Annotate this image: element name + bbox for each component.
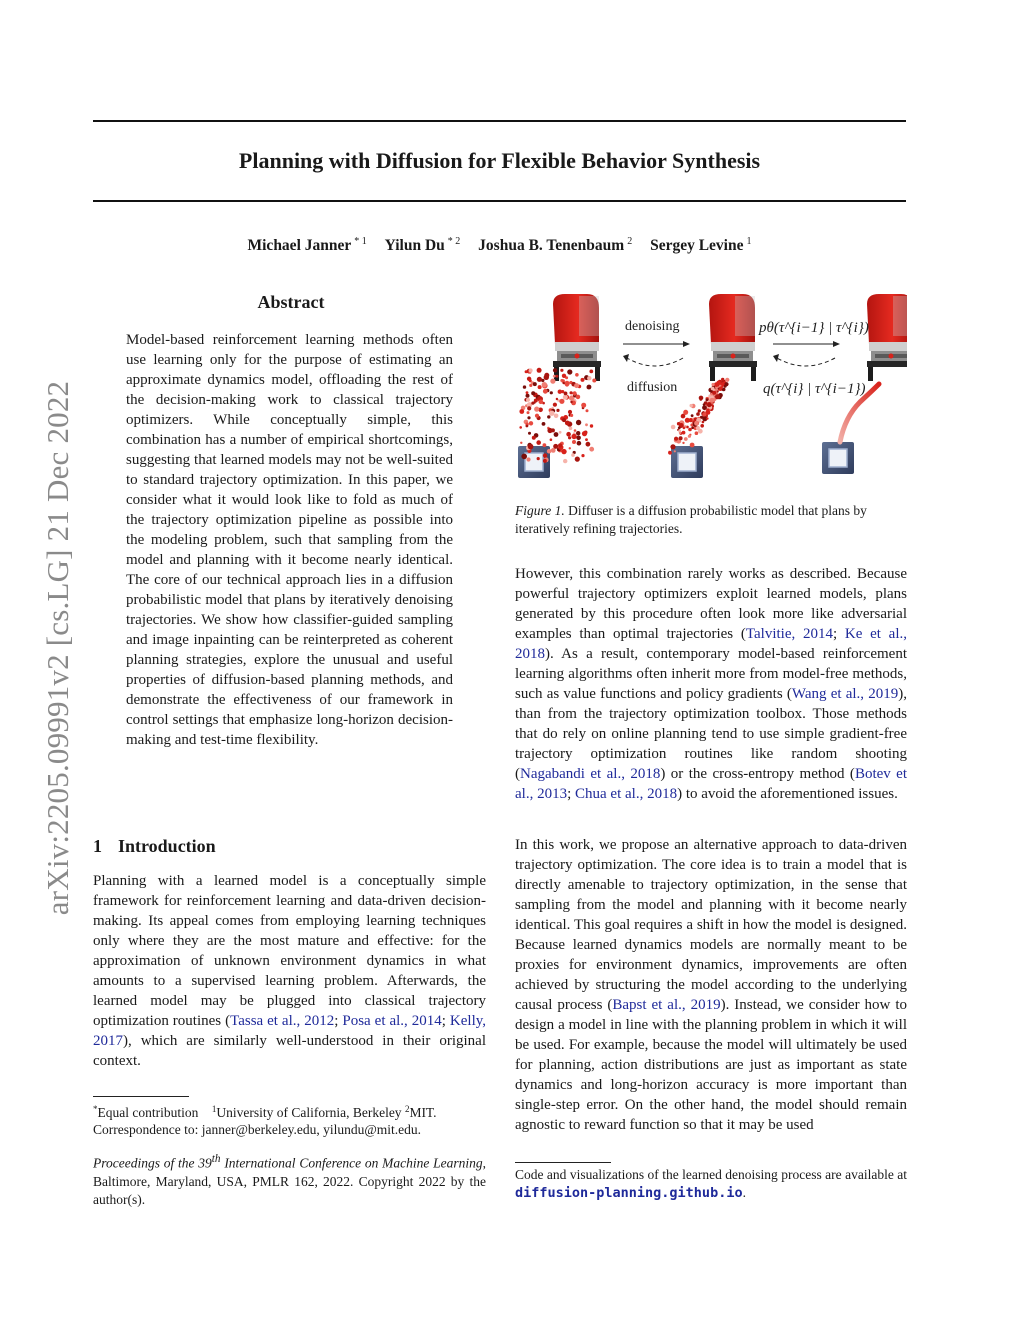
noise-point [711,387,715,391]
noise-point [694,421,699,426]
noise-point [528,432,531,435]
footnote-rule [515,1162,611,1163]
title-bottom-rule [93,200,906,202]
noise-point [531,402,534,405]
citation-link[interactable]: Botev et al., 2013 [515,766,908,802]
noise-point [688,435,691,438]
code-footnote: Code and visualizations of the learned denoising process are available at diffusion-planning.github.io. [515,1167,907,1201]
noise-point [537,368,542,373]
noise-point [562,374,566,378]
citation-link[interactable]: Kelly, 2017 [93,1013,487,1049]
noise-point [668,451,672,455]
citation-link[interactable]: Talvitie, 2014 [745,626,833,642]
noise-point [576,395,581,400]
noise-point [721,378,724,381]
noise-point [706,398,709,401]
author-list [93,236,906,255]
noise-point [549,411,554,416]
noise-point [569,447,571,449]
noise-point [543,389,548,394]
robot-arm-noisy [553,294,601,381]
noise-point [525,370,528,373]
noise-point [519,409,524,414]
noise-point [527,406,531,410]
author: Joshua B. Tenenbaum $^2$ [478,236,633,254]
noise-point [717,390,719,392]
noise-point [571,453,575,457]
noise-point [699,398,702,401]
noise-point [684,437,688,441]
noise-point [526,391,529,394]
noise-point [575,457,580,462]
noise-point [526,394,530,398]
noise-point [528,444,534,450]
paragraph: However, this combination rarely works as described. Because powerful trajectory optimizers exploit learned models, plans generated by this procedure often look more like adversarial examples than optimal trajectories (Talvitie, 2014; Ke et al., 2018). As a result, contemporary model-based reinforcement learning algorithms often inherit more from model-free methods, such as value functions and policy gradients (Wang et al., 2019), than from the trajectory optimization toolbox. Those methods that do rely on online planning tend to use simple gradient-free trajectory optimization routines like random shooting (Nagabandi et al., 2018) or the cross-entropy method (Botev et al., 2013; Chua et al., 2018) to avoid the aforementioned issues. [515,566,908,802]
noise-point [551,448,556,453]
noise-point [670,444,675,449]
noise-point [554,432,559,437]
noise-point [520,442,522,444]
noise-point [703,403,705,405]
abstract-text: Model-based reinforcement learning methods often use learning only for the purpose of estimating an approximate dynamics model, offloading the rest of the decision-making work to classical trajectory optimizers. While conceptually simple, this combination has a number of empirical shortcomings, suggesting that learned models may not be well-suited to standard trajectory optimization. In this paper, we consider what it would look like to fold as much of the trajectory optimization pipeline as possible into the modeling problem, such that sampling from the model and planning with it become nearly identical. The core of our technical approach lies in a diffusion probabilistic model that plans by iteratively denoising trajectories. We show how classifier-guided sampling and image inpainting can be reinterpreted as coherent planning strategies, explore the unusual and useful properties of diffusion-based planning methods, and demonstrate the effectiveness of our framework in control settings that emphasize long-horizon decision-making and test-time flexibility. [126,332,453,748]
noise-point [566,432,571,437]
noise-point [537,457,540,460]
noise-point [560,369,563,372]
noise-point [576,420,581,425]
noise-point [575,373,579,377]
noise-point [678,426,681,429]
noise-point [689,418,693,422]
figure-1-diagram [515,292,907,487]
noise-point [532,436,536,440]
noise-point [529,421,533,425]
noise-point [562,418,566,422]
noise-point [682,442,684,444]
noise-point [702,412,706,416]
goal-cube [822,442,854,474]
noise-point [696,412,700,416]
noise-point [589,447,594,452]
noise-point [564,381,569,386]
noise-point [550,391,553,394]
noise-point [526,457,530,461]
noise-point [712,383,715,386]
noise-point [700,424,704,428]
noise-point [547,415,550,418]
noise-point [698,429,703,434]
noise-point [707,403,711,407]
noise-point [691,414,694,417]
noise-point [527,416,530,419]
footnote-affiliations: *Equal contribution $^1$University of California, Berkeley $^2$MIT. Correspondence to: janner@berkeley.edu, yilundu@mit.edu. [93,1104,437,1137]
noise-point [581,403,586,408]
citation-link[interactable]: Nagabandi et al., 2018 [520,766,661,782]
noise-point [529,368,533,372]
noise-point [725,378,729,382]
denoising-label: denoising [625,319,680,334]
noise-point [698,410,701,413]
noise-point [550,379,555,384]
denoising-arrow [623,341,690,347]
noise-point [585,423,588,426]
noise-point [526,425,529,428]
author: Sergey Levine $^1$ [650,236,752,254]
author: Yilun Du $^{* 2}$ [384,236,461,254]
noise-point [695,431,699,435]
noise-point [714,382,719,387]
noise-point [543,453,547,457]
noise-point [563,395,568,400]
section-number: 1 [93,836,102,856]
paragraph: In this work, we propose an alternative approach to data-driven trajectory optimization. The core idea is to train a model that is directly amenable to trajectory optimization, in the sense that sampling from the model and planning with it become nearly identical. This goal requires a shift in how the model is designed. Because learned dynamics models are normally meant to be proxies for environment dynamics, improvements are often achieved by structuring the model according to the underlying causal process (Bapst et al., 2019). Instead, we consider how to design a model in line with the planning problem in which it will be used. For example, because the model will ultimately be used for planning, action distributions are just as important as state dynamics and long-horizon accuracy is more important than single-step error. On the other hand, the model should remain agnostic to reward function so that it may be used [515,837,907,1133]
noise-point [531,391,535,395]
noise-point [677,422,680,425]
section-title: Introduction [118,836,216,856]
noise-point [521,454,527,460]
introduction-paragraph: Planning with a learned model is a conceptually simple framework for reinforcement learning and data-driven decision-making. Its appeal comes from employing learning techniques only where they are the most mature and effective: for the approximation of unknown environment dynamics in what amounts to a supervised learning problem. Afterwards, the learned model may be plugged into classical trajectory optimization routines (Tassa et al., 2012; Posa et al., 2014; Kelly, 2017), which are similarly well-understood in their original context. [93,873,487,1069]
noise-point [581,454,584,457]
citation-link[interactable]: Wang et al., 2019 [791,686,899,702]
noise-point [553,368,557,372]
noisy-trajectory-points [519,368,596,464]
noise-point [581,378,585,382]
noise-point [538,385,542,389]
diffusion-arrow [623,354,683,366]
noise-point [585,438,588,441]
noise-point [534,407,539,412]
noise-point [535,414,539,418]
noise-point [559,431,562,434]
denoising-arrow [773,341,840,347]
footnote-rule [93,1096,189,1097]
title-top-rule [93,120,906,122]
noise-point [526,398,530,402]
noise-point [683,427,685,429]
noise-point [568,410,572,414]
noise-point [547,449,552,454]
noise-point [558,443,562,447]
arxiv-id: arXiv:2205.09991v2 [cs.LG] 21 Dec 2022 [40,380,75,916]
author: Michael Janner $^{* 1}$ [247,236,367,254]
diffusion-label: diffusion [627,380,678,395]
noise-point [523,385,526,388]
noise-point [587,385,592,390]
noise-point [702,405,707,410]
noise-point [679,436,683,440]
noise-point [706,417,708,419]
noise-point [577,441,582,446]
noise-point [571,434,576,439]
noise-point [570,414,573,417]
noise-point [519,426,522,429]
noise-point [688,428,692,432]
noise-point [674,450,676,452]
proceedings-note: Proceedings of the 39th International Conference on Machine Learning, Baltimore, Maryland, USA, PMLR 162, 2022. Copyright 2022 by the author(s). [93,1153,486,1207]
noise-point [586,442,591,447]
noise-point [587,376,591,380]
section-heading [93,836,216,857]
noise-point [682,431,686,435]
noise-point [556,409,559,412]
noise-point [572,440,576,444]
citation-link[interactable]: Bapst et al., 2019 [612,997,721,1013]
reverse-process-label: pθ(τ^{i−1} | τ^{i}) [759,320,869,336]
citation-link[interactable]: Ke et al., 2018 [515,626,907,662]
noise-point [539,400,544,405]
noise-point [556,398,558,400]
citation-link[interactable]: Posa et al., 2014 [342,1013,442,1029]
noise-point [527,411,530,414]
noise-point [563,382,565,384]
noise-point [572,391,576,395]
noise-point [702,421,705,424]
noise-point [690,443,695,448]
noise-point [534,399,538,403]
noise-point [576,436,581,441]
abstract-heading: Abstract [257,292,325,312]
noise-point [720,386,723,389]
noise-point [590,424,593,427]
noise-point [561,449,566,454]
noise-point [574,429,577,432]
robot-arm-partial [709,294,757,381]
correspondence: Correspondence to: janner@berkeley.edu, yilundu@mit.edu. [93,1122,422,1137]
noise-point [574,383,579,388]
noise-point [576,431,580,435]
noise-point [553,403,557,407]
noise-point [543,459,547,463]
robot-arm-clean [867,294,907,381]
noise-point [683,410,688,415]
noise-point [678,429,681,432]
citation-link[interactable]: Tassa et al., 2012 [230,1013,335,1029]
noise-point [582,431,587,436]
paper-title: Planning with Diffusion for Flexible Behavior Synthesis [238,148,761,173]
figure-caption: Figure 1. Diffuser is a diffusion probabilistic model that plans by iteratively refining trajectories. [515,503,867,536]
project-url-link[interactable]: diffusion-planning.github.io [515,1185,743,1201]
noise-point [671,425,676,430]
goal-cube [671,446,703,478]
noise-point [554,414,559,419]
citation-link[interactable]: Chua et al., 2018 [575,786,678,802]
noise-point [536,440,541,445]
noise-point [568,436,571,439]
noise-point [556,375,559,378]
noise-point [533,382,537,386]
noise-point [542,422,546,426]
noise-point [551,428,555,432]
noise-point [570,391,573,394]
noise-point [691,427,694,430]
noise-point [592,379,596,383]
noise-point [690,404,693,407]
noise-point [674,437,678,441]
noise-point [537,377,542,382]
noise-point [709,398,714,403]
noise-point [550,438,553,441]
noise-point [563,459,567,463]
noise-point [544,373,549,378]
forward-process-label: q(τ^{i} | τ^{i−1}) [763,381,866,397]
noise-point [586,409,589,412]
noise-point [542,382,547,387]
noise-point [570,401,572,403]
noise-point [553,375,556,378]
noise-point [561,390,564,393]
noise-point [567,369,572,374]
noise-point [712,391,716,395]
noise-point [724,385,727,388]
noise-point [715,394,720,399]
noise-point [589,370,593,374]
noise-point [543,443,547,447]
noise-point [559,399,564,404]
diffusion-arrow [773,354,835,366]
noise-point [569,427,573,431]
